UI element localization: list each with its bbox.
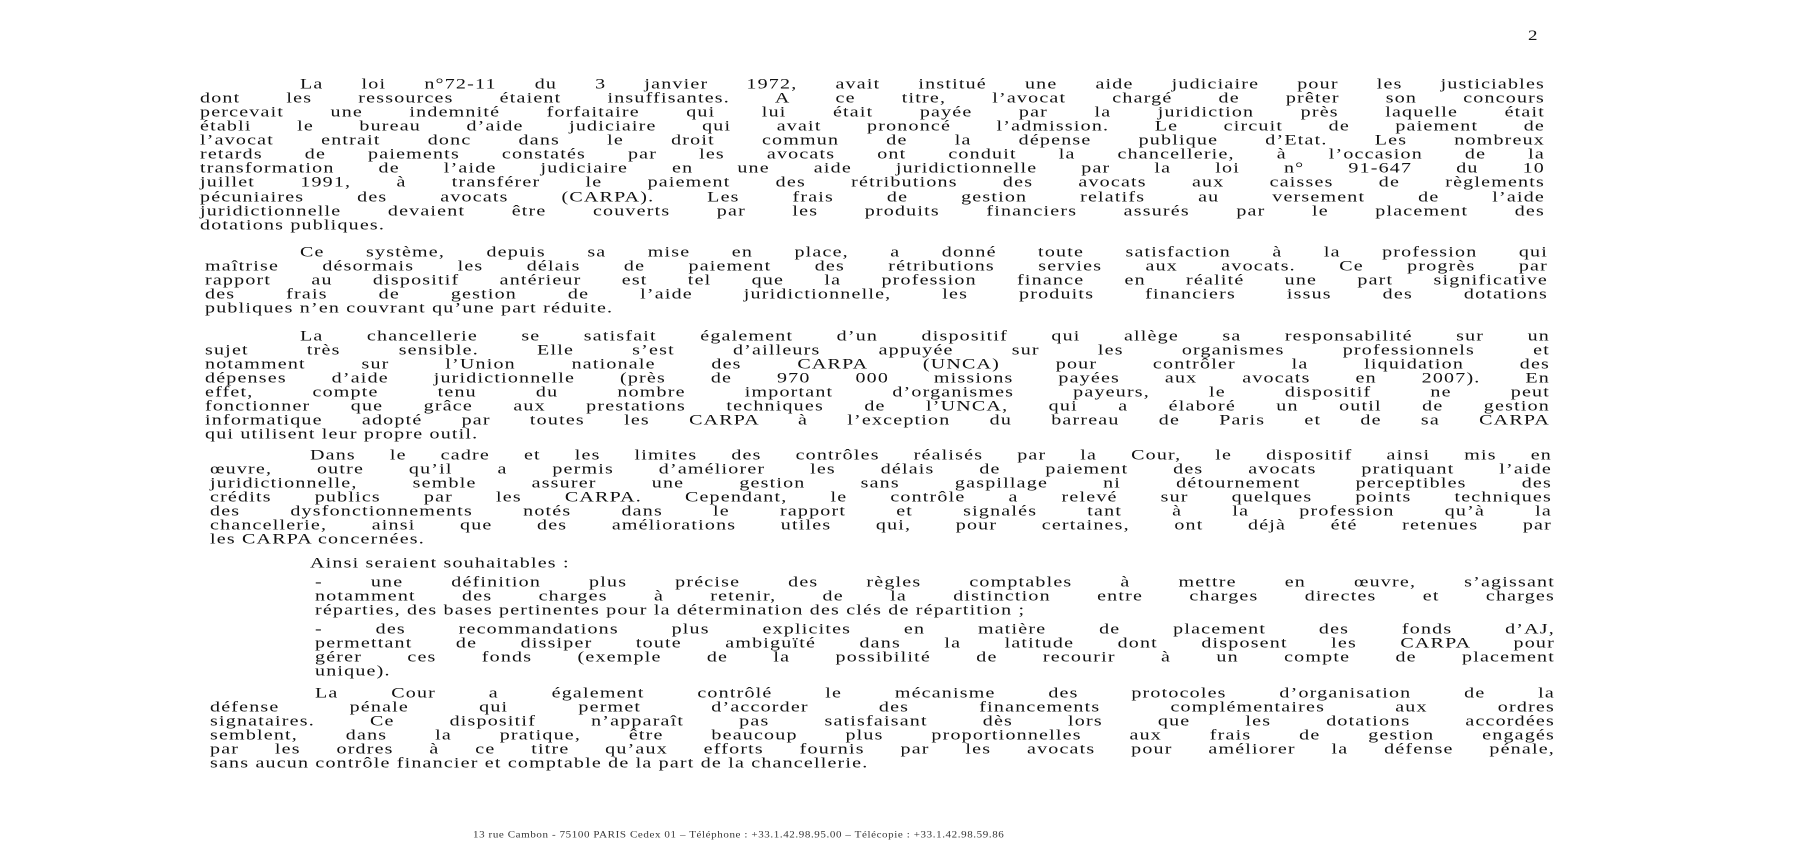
- text-line: défense pénale qui permet d’accorder des financements complémentaires aux ordres: [210, 698, 1555, 715]
- text-line: signataires. Ce dispositif n’apparaît pas satisfaisant dès lors que les dotations accordées: [210, 712, 1555, 729]
- text-line: notamment sur l’Union nationale des CARPA (UNCA) pour contrôler la liquidation des: [205, 355, 1550, 372]
- text-line: l’avocat entrait donc dans le droit commun de la dépense publique d’Etat. Les nombreux: [200, 131, 1545, 149]
- text-line: crédits publics par les CARPA. Cependant, le contrôle a relevé sur quelques points techniques: [210, 488, 1552, 506]
- text-line: dont les ressources étaient insuffisantes. A ce titre, l’avocat chargé de prêter son concours: [200, 89, 1545, 106]
- text-line: permettant de dissiper toute ambiguïté dans la latitude dont disposent les CARPA pour: [315, 634, 1555, 651]
- text-line: juridictionnelle devaient être couverts par les produits financiers assurés par le placement des: [200, 202, 1545, 219]
- text-line: notamment des charges à retenir, de la distinction entre charges directes et charges: [315, 587, 1555, 604]
- text-line: par les ordres à ce titre qu’aux efforts fournis par les avocats pour améliorer la défense pénale,: [210, 740, 1555, 758]
- text-line: gérer ces fonds (exemple de la possibilité de recourir à un compte de placement: [315, 648, 1555, 665]
- text-line: les CARPA concernées.: [210, 531, 425, 548]
- text-line: des frais de gestion de l’aide juridictionnelle, les produits financiers issus des dotations: [205, 285, 1548, 303]
- text-line: des dysfonctionnements notés dans le rapport et signalés tant à la profession qu’à la: [210, 502, 1552, 520]
- text-line: sujet très sensible. Elle s’est d’ailleurs appuyée sur les organismes professionnels et: [205, 341, 1550, 358]
- text-line: qui utilisent leur propre outil.: [205, 426, 479, 443]
- text-line: Ce système, depuis sa mise en place, a donné toute satisfaction à la profession qui: [300, 243, 1548, 260]
- text-line: chancellerie, ainsi que des améliorations utiles qui, pour certaines, ont déjà été retenues par: [210, 516, 1552, 534]
- text-line: œuvre, outre qu’il a permis d’améliorer les délais de paiement des avocats pratiquant l’aide: [210, 460, 1552, 477]
- text-line: - des recommandations plus explicites en matière de placement des fonds d’AJ,: [315, 620, 1555, 637]
- text-line: dotations publiques.: [200, 216, 386, 233]
- text-line: informatique adopté par toutes les CARPA à l’exception du barreau de Paris et de sa CARPA: [205, 412, 1550, 429]
- text-line: effet, compte tenu du nombre important d’organismes payeurs, le dispositif ne peut: [205, 383, 1550, 401]
- text-line: - une définition plus précise des règles comptables à mettre en œuvre, s’agissant: [315, 573, 1555, 590]
- text-line: fonctionner que grâce aux prestations techniques de l’UNCA, qui a élaboré un outil de gestion: [205, 397, 1550, 415]
- text-line: maîtrise désormais les délais de paiement des rétributions servies aux avocats. Ce progrès par: [205, 257, 1548, 274]
- text-line: rapport au dispositif antérieur est tel que la profession finance en réalité une part significative: [205, 271, 1548, 288]
- text-line: unique).: [315, 662, 391, 680]
- text-line: juridictionnelle, semble assurer une gestion sans gaspillage ni détournement perceptibles des: [210, 474, 1552, 491]
- text-line: Ainsi seraient souhaitables :: [310, 554, 570, 571]
- page-footer: 13 rue Cambon - 75100 PARIS Cedex 01 – Téléphone : +33.1.42.98.95.00 – Télécopie : +33.1.42.98.59.86: [473, 830, 1005, 841]
- text-line: semblent, dans la pratique, être beaucoup plus proportionnelles aux frais de gestion engagés: [210, 726, 1555, 744]
- page-number: 2: [1528, 27, 1538, 44]
- text-line: Dans le cadre et les limites des contrôles réalisés par la Cour, le dispositif ainsi mis en: [310, 446, 1552, 463]
- text-line: dépenses d’aide juridictionnelle (près de 970 000 missions payées aux avocats en 2007). En: [205, 369, 1550, 387]
- text-line: percevait une indemnité forfaitaire qui lui était payée par la juridiction près laquelle était: [200, 103, 1545, 120]
- text-line: établi le bureau d’aide judiciaire qui avait prononcé l’admission. Le circuit de paiement de: [200, 117, 1545, 135]
- text-line: retards de paiements constatés par les avocats ont conduit la chancellerie, à l’occasion de la: [200, 145, 1545, 163]
- text-line: La Cour a également contrôlé le mécanisme des protocoles d’organisation de la: [315, 684, 1555, 701]
- text-line: transformation de l’aide judiciaire en une aide juridictionnelle par la loi n° 91-647 du 10: [200, 160, 1545, 177]
- text-line: réparties, des bases pertinentes pour la détermination des clés de répartition ;: [315, 601, 1026, 618]
- text-line: sans aucun contrôle financier et comptable de la part de la chancellerie.: [210, 754, 869, 772]
- text-line: publiques n’en couvrant qu’une part réduite.: [205, 299, 614, 317]
- text-line: juillet 1991, à transférer le paiement des rétributions des avocats aux caisses de règlements: [200, 174, 1545, 191]
- text-line: La loi n°72-11 du 3 janvier 1972, avait institué une aide judiciaire pour les justiciables: [300, 75, 1545, 92]
- text-line: pécuniaires des avocats (CARPA). Les frais de gestion relatifs au versement de l’aide: [200, 188, 1545, 205]
- text-line: La chancellerie se satisfait également d’un dispositif qui allège sa responsabilité sur un: [300, 327, 1550, 344]
